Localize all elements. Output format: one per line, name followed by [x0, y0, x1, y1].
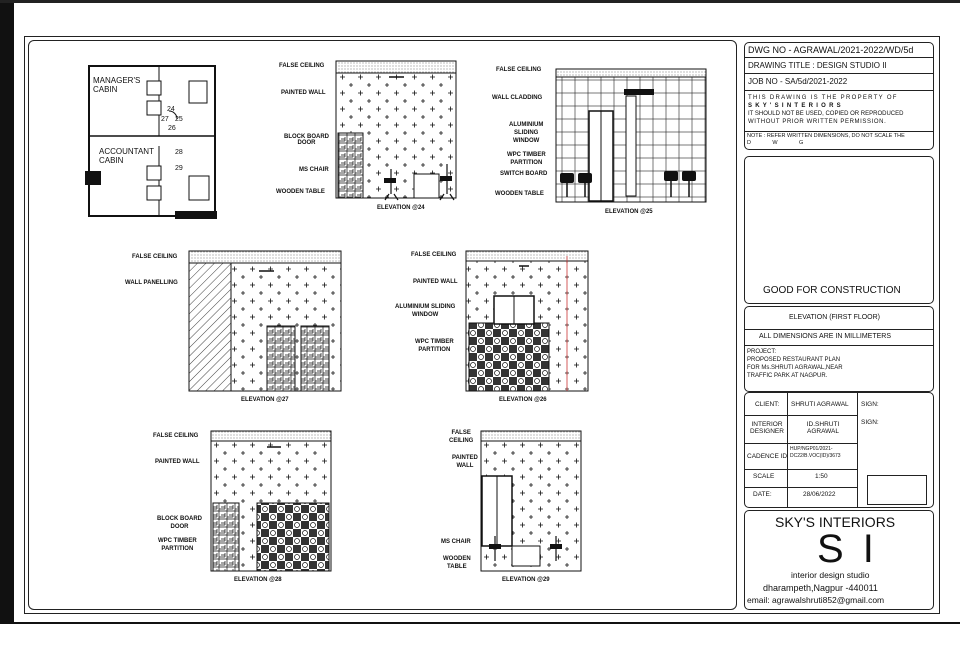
company-tagline: interior design studio: [791, 570, 870, 580]
page-edge-bottom: [0, 622, 960, 657]
drawing-area: [28, 40, 737, 610]
client-box: [744, 392, 934, 508]
plan-mark: 28: [175, 149, 183, 156]
elevation-24-drawing: [336, 61, 456, 200]
dwg-no: DWG NO - AGRAWAL/2021-2022/WD/5d: [748, 45, 914, 55]
scale-label: SCALE: [753, 473, 775, 480]
elevation-caption: ELEVATION @26: [499, 397, 547, 403]
callout-label: FALSE CEILING: [153, 433, 199, 439]
construction-status: GOOD FOR CONSTRUCTION: [763, 285, 901, 296]
manager-cabin-label: MANAGER'S CABIN: [93, 76, 141, 94]
company-box: [744, 510, 934, 610]
drawing-title: DRAWING TITLE : DESIGN STUDIO II: [748, 61, 887, 70]
callout-label: PAINTED WALL: [281, 90, 326, 96]
designer-value: ID.SHRUTI AGRAWAL: [806, 421, 840, 435]
callout-label: WOODEN TABLE: [276, 189, 325, 195]
property-line: IT SHOULD NOT BE USED, COPIED OR REPRODUCED: [748, 111, 904, 117]
plan-mark: 25: [175, 116, 183, 123]
callout-label: FALSE CEILING: [132, 254, 178, 260]
callout-label: ALUMINIUM SLIDING WINDOW: [395, 304, 456, 318]
callout-label: WPC TIMBER PARTITION: [415, 339, 454, 353]
callout-label: FALSE CEILING: [279, 63, 325, 69]
drawings-svg: [29, 41, 736, 609]
callout-label: FALSE CEILING: [496, 67, 542, 73]
job-no: JOB NO - SA/5d/2021-2022: [748, 77, 848, 86]
callout-label: WALL CLADDING: [492, 95, 543, 101]
sign-label: SIGN:: [861, 401, 879, 408]
property-line: S K Y ' S I N T E R I O R S: [748, 103, 842, 109]
plan-mark: 26: [168, 125, 176, 132]
callout-label: WOODEN TABLE: [443, 556, 471, 570]
cadence-label: CADENCE ID: [747, 453, 788, 460]
designer-label: INTERIOR DESIGNER: [750, 421, 784, 435]
callout-label: BLOCK BOARD DOOR: [157, 516, 202, 530]
elevation-caption: ELEVATION @27: [241, 397, 289, 403]
property-line: THIS DRAWING IS THE PROPERTY OF: [748, 95, 898, 101]
callout-label: WALL PANELLING: [125, 280, 178, 286]
header-box: [744, 42, 934, 150]
date-label: DATE:: [753, 491, 772, 498]
client-value: SHRUTI AGRAWAL: [791, 401, 849, 408]
callout-label: PAINTED WALL: [452, 455, 478, 469]
project-info: PROJECT: PROPOSED RESTAURANT PLAN FOR Ms.SHRUTI AGRAWAL,NEAR TRAFFIC PARK AT NAGPUR.: [747, 349, 843, 379]
callout-label: BLOCK BOARD DOOR: [284, 134, 329, 146]
company-logo: S I: [817, 527, 878, 571]
plan-mark: 29: [175, 165, 183, 172]
callout-label: SWITCH BOARD: [500, 171, 548, 177]
elevation-caption: ELEVATION @29: [502, 577, 550, 583]
callout-label: WPC TIMBER PARTITION: [158, 538, 197, 552]
callout-label: MS CHAIR: [299, 167, 329, 173]
callout-label: WPC TIMBER PARTITION: [507, 152, 546, 166]
dimensions-note: ALL DIMENSIONS ARE IN MILLIMETERS: [759, 333, 891, 340]
scale-note: D W G: [747, 140, 804, 146]
callout-label: PAINTED WALL: [155, 459, 200, 465]
status-box: [744, 156, 934, 304]
elevation-26-drawing: [466, 251, 588, 391]
elevation-29-drawing: [481, 431, 581, 571]
sign-label: SIGN:: [861, 419, 879, 426]
sheet-info-box: [744, 306, 934, 392]
company-name: SKY'S INTERIORS: [775, 514, 896, 530]
elevation-28-drawing: [211, 431, 331, 571]
elevation-27-drawing: [189, 251, 341, 391]
company-email: email: agrawalshruti852@gmail.com: [747, 595, 885, 605]
callout-label: FALSE CEILING: [449, 430, 474, 444]
plan-mark: 27: [161, 116, 169, 123]
sheet-title: ELEVATION (FIRST FLOOR): [789, 314, 881, 321]
elevation-caption: ELEVATION @25: [605, 209, 653, 215]
client-label: CLIENT:: [755, 401, 780, 408]
callout-label: FALSE CEILING: [411, 252, 457, 258]
elevation-25-drawing: [556, 69, 706, 202]
callout-label: MS CHAIR: [441, 539, 471, 545]
page-edge-left: [0, 0, 14, 655]
callout-label: WOODEN TABLE: [495, 191, 544, 197]
plan-mark: 24: [167, 106, 175, 113]
company-address: dharampeth,Nagpur -440011: [763, 583, 878, 593]
callout-label: ALUMINIUM SLIDING WINDOW: [509, 122, 544, 144]
stamp-box: [867, 475, 927, 505]
property-line: WITHOUT PRIOR WRITTEN PERMISSION.: [748, 119, 887, 125]
elevation-caption: ELEVATION @28: [234, 577, 282, 583]
accountant-cabin-label: ACCOUNTANT CABIN: [99, 147, 154, 165]
elevation-caption: ELEVATION @24: [377, 205, 425, 211]
scale-note: NOTE : REFER WRITTEN DIMENSIONS, DO NOT SCALE THE: [747, 133, 905, 139]
scale-value: 1:50: [815, 473, 828, 480]
cadence-value: HUP/NGP01/2021-DC22/B.VOC(ID)/3673: [790, 446, 841, 459]
callout-label: PAINTED WALL: [413, 279, 458, 285]
date-value: 28/06/2022: [803, 491, 836, 498]
page-edge-top: [0, 0, 960, 3]
